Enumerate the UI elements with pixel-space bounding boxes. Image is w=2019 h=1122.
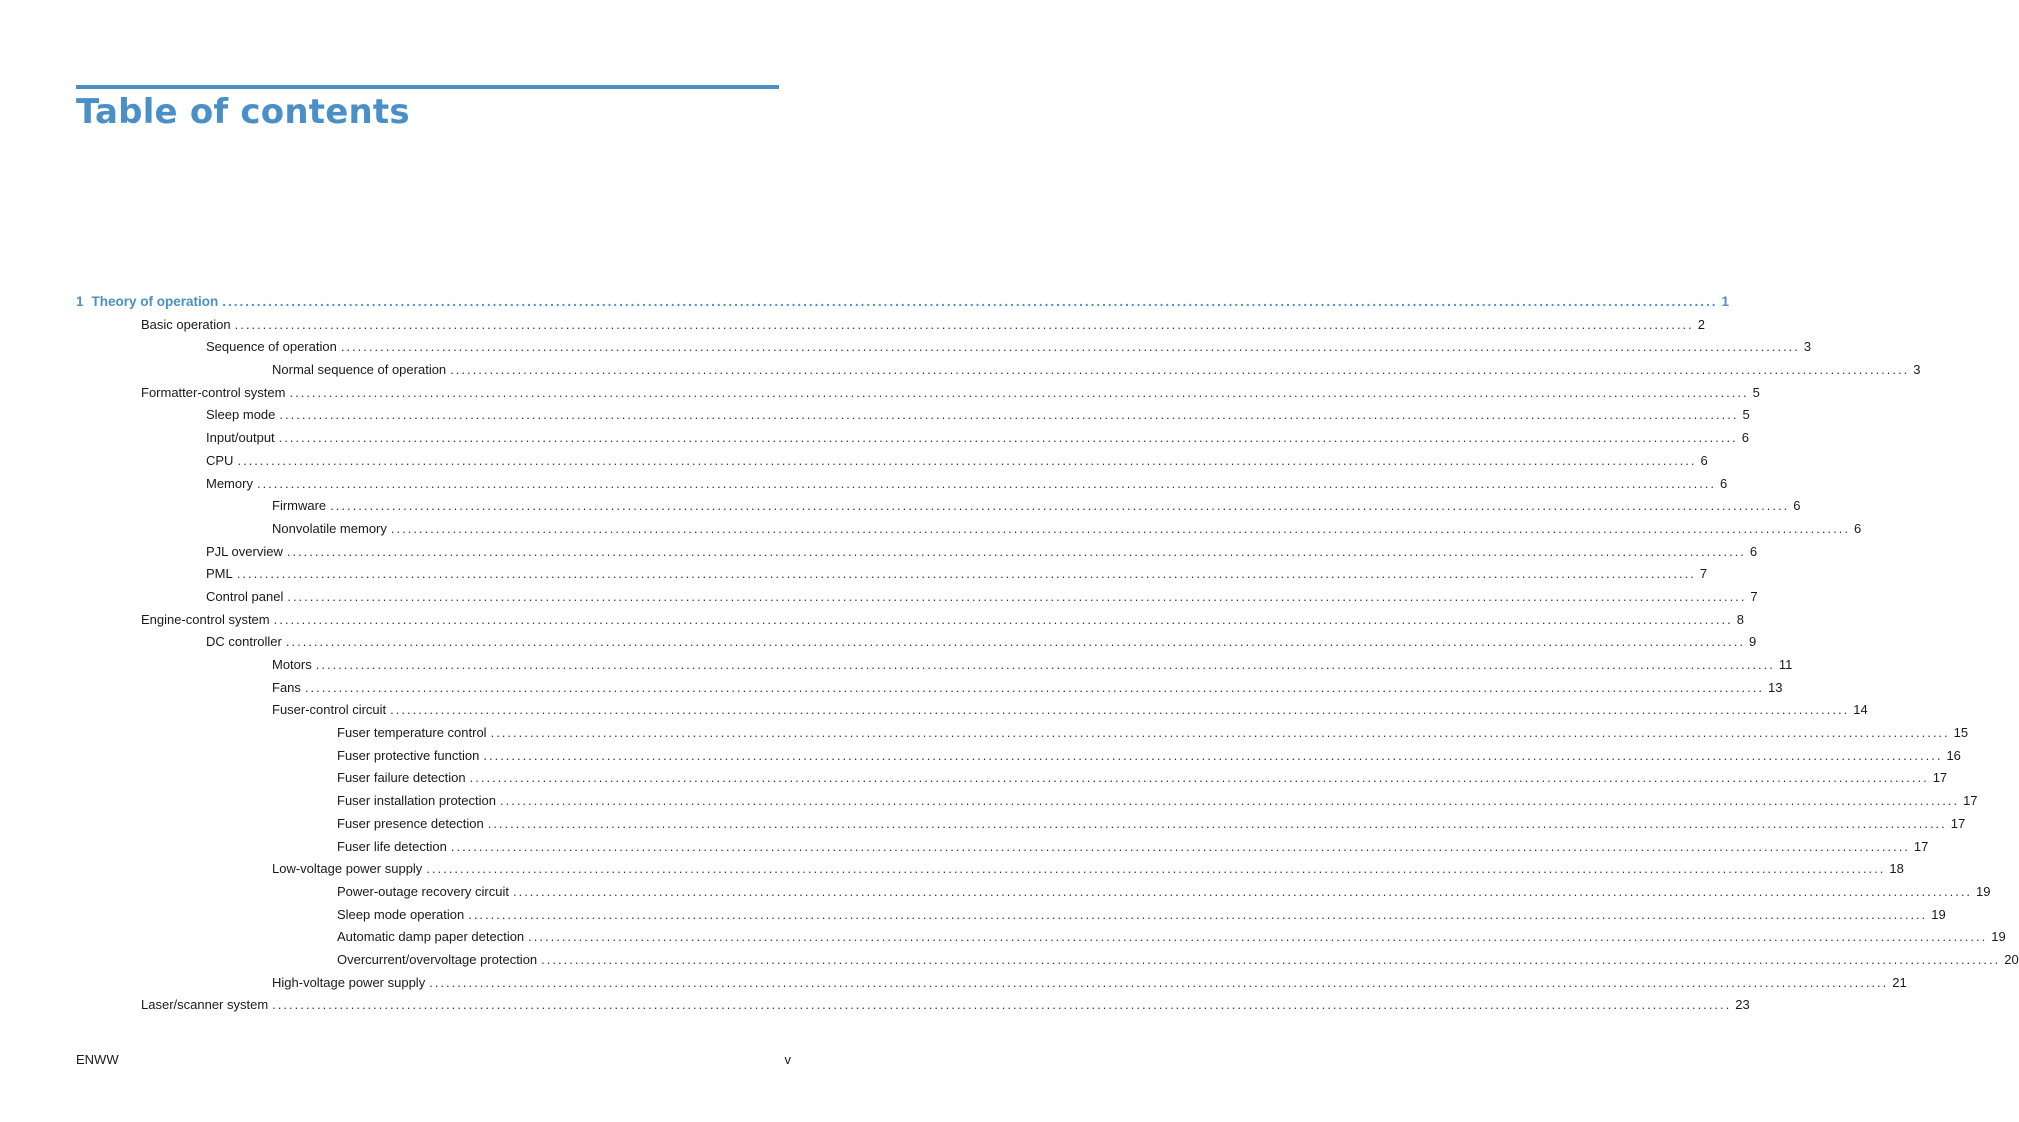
toc-entry-label xyxy=(206,563,233,586)
toc-entry-page: 16 xyxy=(1946,747,1961,763)
toc-entry[interactable] xyxy=(76,427,1749,450)
toc-entry[interactable] xyxy=(76,858,1904,881)
toc-entry-page: 6 xyxy=(1853,520,1862,536)
toc-entry[interactable] xyxy=(76,495,1801,518)
toc-entry-page: 23 xyxy=(1735,997,1750,1013)
toc-entry-title: Sleep mode operation xyxy=(337,906,465,922)
toc-entry[interactable] xyxy=(76,609,1744,632)
dot-leader: .................................................................................................................................................................................................................................................................... xyxy=(236,566,1696,582)
dot-leader: .................................................................................................................................................................................................................................................................... xyxy=(278,430,1738,446)
dot-leader: .................................................................................................................................................................................................................................................................... xyxy=(450,838,1910,854)
toc-entry-title: PML xyxy=(206,566,233,582)
dot-leader: .................................................................................................................................................................................................................................................................... xyxy=(426,861,1886,877)
toc-entry-label xyxy=(272,518,387,541)
toc-entry-page: 17 xyxy=(1950,815,1966,831)
toc-entry-label xyxy=(141,609,270,632)
toc-entry-title: Fuser protective function xyxy=(337,747,480,763)
toc-entry-title: Firmware xyxy=(272,498,327,514)
toc-entry[interactable] xyxy=(76,972,1907,995)
dot-leader: .................................................................................................................................................................................................................................................................... xyxy=(256,475,1717,491)
toc-entry[interactable] xyxy=(76,949,2019,972)
toc-entry-label xyxy=(337,881,509,904)
footer-page-number: v xyxy=(784,1052,791,1067)
toc-entry[interactable] xyxy=(76,541,1758,564)
toc-entry[interactable] xyxy=(76,767,1948,790)
toc-entry-page: 17 xyxy=(1963,793,1978,809)
toc-entry-page: 17 xyxy=(1932,770,1948,786)
toc-entry-title: Fuser life detection xyxy=(337,838,447,854)
toc-entry-title: Automatic damp paper detection xyxy=(337,929,525,945)
toc-entry-label xyxy=(206,586,283,609)
toc-entry[interactable] xyxy=(76,518,1862,541)
toc-entry-page: 8 xyxy=(1736,611,1744,627)
toc-entry-page: 9 xyxy=(1748,634,1757,650)
toc-entry[interactable] xyxy=(76,677,1783,700)
toc-entry-page: 7 xyxy=(1750,588,1758,604)
dot-leader: .................................................................................................................................................................................................................................................................... xyxy=(330,498,1790,514)
toc-entry-title: Theory of operation xyxy=(91,294,219,309)
toc-entry-title: Sequence of operation xyxy=(206,339,337,355)
toc-entry-page: 6 xyxy=(1793,498,1801,514)
toc-entry-title: Overcurrent/overvoltage protection xyxy=(337,951,538,967)
toc-entry[interactable] xyxy=(76,881,1991,904)
toc-entry-page: 19 xyxy=(1976,883,1991,899)
toc-entry-title: Fuser presence detection xyxy=(337,815,484,831)
dot-leader: .................................................................................................................................................................................................................................................................... xyxy=(315,657,1775,672)
toc-entry-title: Fuser-control circuit xyxy=(272,702,387,718)
toc-entry[interactable] xyxy=(76,404,1750,427)
toc-entry-title: Fuser failure detection xyxy=(337,770,466,786)
toc-entry-page: 3 xyxy=(1913,362,1921,378)
toc-entry-label xyxy=(272,677,301,700)
toc-entry-page: 5 xyxy=(1742,407,1750,423)
toc-entry[interactable] xyxy=(76,722,1969,745)
toc-entry-page: 19 xyxy=(1991,929,2006,945)
toc-entry-page: 1 xyxy=(1721,294,1729,309)
toc-entry-title: Engine-control system xyxy=(141,611,270,627)
dot-leader: .................................................................................................................................................................................................................................................................... xyxy=(289,384,1749,400)
toc-entry-title: Low-voltage power supply xyxy=(272,861,423,877)
dot-leader: .................................................................................................................................................................................................................................................................... xyxy=(468,906,1928,922)
toc-entry-title: Power-outage recovery circuit xyxy=(337,883,509,899)
dot-leader: .................................................................................................................................................................................................................................................................... xyxy=(528,929,1988,945)
toc-entry-label xyxy=(337,926,524,949)
dot-leader: .................................................................................................................................................................................................................................................................... xyxy=(390,520,1850,536)
toc-entry-page: 6 xyxy=(1720,475,1728,491)
footer-left-label: ENWW xyxy=(76,1052,119,1067)
toc-entry-title: Sleep mode xyxy=(206,407,276,423)
toc-entry-title: Formatter-control system xyxy=(141,384,286,400)
dot-leader: .................................................................................................................................................................................................................................................................... xyxy=(285,634,1745,650)
toc-entry-title: PJL overview xyxy=(206,543,283,559)
toc-entry-label xyxy=(206,336,337,359)
chapter-number: 1 xyxy=(76,294,84,309)
toc-entry-page: 18 xyxy=(1889,861,1904,877)
toc-entry-page: 5 xyxy=(1752,384,1760,400)
dot-leader: .................................................................................................................................................................................................................................................................... xyxy=(340,339,1800,355)
toc-entry[interactable] xyxy=(76,359,1921,382)
toc-entry[interactable] xyxy=(76,563,1708,586)
toc-entry[interactable] xyxy=(76,813,1966,836)
toc-entry-label xyxy=(141,382,285,405)
toc-entry-label xyxy=(272,858,422,881)
toc-entry-title: High-voltage power supply xyxy=(272,974,426,990)
dot-leader: .................................................................................................................................................................................................................................................................... xyxy=(450,362,1910,378)
toc-entry-label xyxy=(272,495,326,518)
toc-entry-page: 7 xyxy=(1699,566,1708,582)
toc-entry[interactable] xyxy=(76,631,1757,654)
dot-leader: .................................................................................................................................................................................................................................................................... xyxy=(499,793,1960,809)
toc-entry-label xyxy=(337,722,487,745)
dot-leader: .................................................................................................................................................................................................................................................................... xyxy=(483,747,1943,763)
toc-entry-page: 6 xyxy=(1700,452,1708,468)
toc-entry-page: 17 xyxy=(1913,838,1929,854)
dot-leader: .................................................................................................................................................................................................................................................................... xyxy=(272,997,1732,1013)
toc-entry-page: 21 xyxy=(1892,974,1907,990)
toc-entry[interactable] xyxy=(76,904,1946,927)
toc-entry[interactable] xyxy=(76,926,2006,949)
table-of-contents xyxy=(76,291,2019,1017)
toc-entry[interactable] xyxy=(76,654,1793,677)
toc-entry-title: Motors xyxy=(272,657,312,672)
toc-entry-page: 20 xyxy=(2004,951,2019,967)
toc-entry-title: DC controller xyxy=(206,634,282,650)
toc-entry-label xyxy=(337,813,484,836)
toc-entry-label xyxy=(272,699,386,722)
toc-entry-label xyxy=(337,949,537,972)
toc-entry-label xyxy=(206,473,253,496)
toc-entry-title: Fuser temperature control xyxy=(337,725,487,741)
toc-entry-title: Normal sequence of operation xyxy=(272,362,447,378)
toc-entry[interactable] xyxy=(76,314,1705,337)
toc-entry-title: Basic operation xyxy=(141,316,231,332)
page-title: Table of contents xyxy=(76,92,410,132)
toc-entry-label xyxy=(337,790,496,813)
toc-entry[interactable] xyxy=(76,473,1728,496)
toc-entry-label xyxy=(272,654,312,677)
toc-entry[interactable] xyxy=(76,450,1708,473)
toc-entry-label xyxy=(206,404,275,427)
toc-entry-label xyxy=(337,745,479,768)
toc-entry-label xyxy=(337,767,466,790)
title-rule xyxy=(76,85,779,89)
toc-entry-title: CPU xyxy=(206,452,234,468)
toc-entry-title: Control panel xyxy=(206,588,284,604)
toc-entry-label xyxy=(206,450,233,473)
toc-entry-label xyxy=(272,972,425,995)
dot-leader: .................................................................................................................................................................................................................................................................... xyxy=(429,974,1889,990)
toc-entry-label xyxy=(141,314,231,337)
toc-entry[interactable] xyxy=(76,336,1812,359)
toc-entry-page: 14 xyxy=(1853,702,1868,718)
dot-leader: .................................................................................................................................................................................................................................................................... xyxy=(287,588,1747,604)
dot-leader: .................................................................................................................................................................................................................................................................... xyxy=(222,294,1718,309)
toc-entry[interactable] xyxy=(76,790,1978,813)
toc-entry-page: 6 xyxy=(1749,543,1758,559)
dot-leader: .................................................................................................................................................................................................................................................................... xyxy=(304,679,1764,695)
toc-entry-page: 15 xyxy=(1953,725,1969,741)
toc-entry-label xyxy=(206,541,283,564)
toc-entry-label xyxy=(272,359,446,382)
toc-entry[interactable] xyxy=(76,586,1758,609)
dot-leader: .................................................................................................................................................................................................................................................................... xyxy=(490,725,1950,741)
toc-entry-page: 2 xyxy=(1697,316,1705,332)
toc-entry-title: Nonvolatile memory xyxy=(272,520,387,536)
toc-entry-page: 6 xyxy=(1741,430,1749,446)
toc-entry-page: 19 xyxy=(1931,906,1946,922)
toc-entry[interactable] xyxy=(76,836,1929,859)
toc-entry-title: Laser/scanner system xyxy=(141,997,269,1013)
toc-entry-page: 11 xyxy=(1778,657,1793,672)
toc-entry[interactable] xyxy=(76,291,1729,314)
toc-entry-title: Fuser installation protection xyxy=(337,793,496,809)
dot-leader: .................................................................................................................................................................................................................................................................... xyxy=(279,407,1739,423)
toc-entry-label xyxy=(337,904,464,927)
dot-leader: .................................................................................................................................................................................................................................................................... xyxy=(541,951,2001,967)
toc-entry-title: Fans xyxy=(272,679,301,695)
dot-leader: .................................................................................................................................................................................................................................................................... xyxy=(512,883,1973,899)
toc-entry-label xyxy=(141,994,268,1017)
dot-leader: .................................................................................................................................................................................................................................................................... xyxy=(234,316,1694,332)
dot-leader: .................................................................................................................................................................................................................................................................... xyxy=(487,815,1947,831)
toc-entry-title: Input/output xyxy=(206,430,275,446)
toc-entry-label xyxy=(206,631,282,654)
dot-leader: .................................................................................................................................................................................................................................................................... xyxy=(273,611,1733,627)
toc-entry[interactable] xyxy=(76,699,1868,722)
toc-entry[interactable] xyxy=(76,745,1961,768)
toc-entry[interactable] xyxy=(76,382,1760,405)
toc-entry-title: Memory xyxy=(206,475,253,491)
toc-entry-page: 13 xyxy=(1767,679,1783,695)
dot-leader: .................................................................................................................................................................................................................................................................... xyxy=(469,770,1929,786)
dot-leader: .................................................................................................................................................................................................................................................................... xyxy=(390,702,1850,718)
toc-entry[interactable] xyxy=(76,994,1750,1017)
dot-leader: .................................................................................................................................................................................................................................................................... xyxy=(237,452,1697,468)
toc-entry-label xyxy=(206,427,275,450)
dot-leader: .................................................................................................................................................................................................................................................................... xyxy=(286,543,1746,559)
toc-entry-page: 3 xyxy=(1803,339,1812,355)
toc-entry-label xyxy=(76,291,218,314)
toc-entry-label xyxy=(337,836,447,859)
